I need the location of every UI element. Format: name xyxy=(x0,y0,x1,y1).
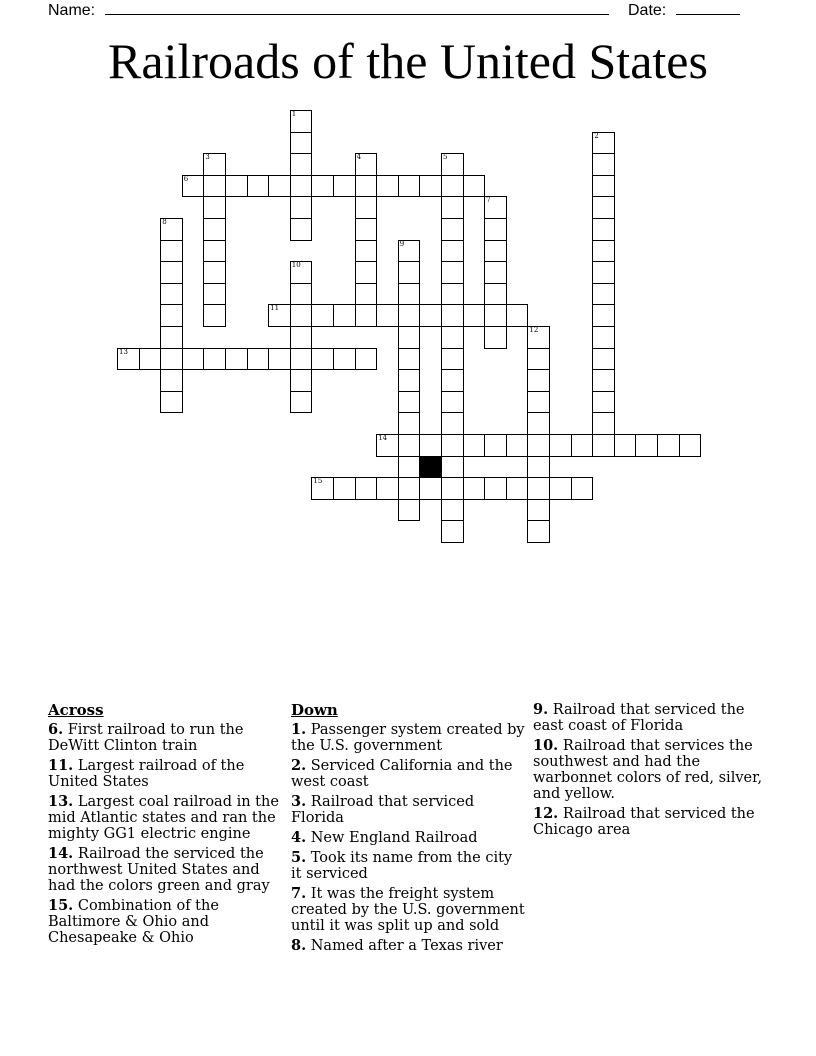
grid-cell[interactable] xyxy=(355,283,378,306)
grid-cell[interactable] xyxy=(398,412,421,435)
clue-num: 5. xyxy=(291,849,307,866)
grid-cell[interactable] xyxy=(592,434,615,457)
grid-cell[interactable] xyxy=(247,348,270,371)
grid-cell[interactable] xyxy=(484,326,507,349)
grid-cell[interactable] xyxy=(419,175,442,198)
grid-cell[interactable] xyxy=(203,283,226,306)
grid-cell[interactable] xyxy=(203,304,226,327)
grid-cell[interactable] xyxy=(290,196,313,219)
grid-cell[interactable] xyxy=(290,326,313,349)
grid-cell[interactable] xyxy=(592,240,615,263)
clue-number: 3 xyxy=(205,153,210,162)
grid-cell[interactable] xyxy=(484,434,507,457)
grid-cell[interactable] xyxy=(355,240,378,263)
clue-num: 1. xyxy=(291,721,307,738)
grid-cell[interactable] xyxy=(527,520,550,543)
clue-item xyxy=(291,830,525,846)
grid-cell[interactable] xyxy=(484,240,507,263)
clue-text: Largest railroad of the United States xyxy=(48,758,245,790)
grid-cell[interactable] xyxy=(225,348,248,371)
grid-cell[interactable] xyxy=(527,456,550,479)
grid-cell[interactable] xyxy=(139,348,162,371)
grid-cell[interactable] xyxy=(571,434,594,457)
grid-cell[interactable] xyxy=(441,196,464,219)
clue-num: 4. xyxy=(291,829,307,846)
grid-cell[interactable] xyxy=(441,499,464,522)
date-label: Date: xyxy=(628,2,667,19)
clue-number: 9 xyxy=(399,239,405,248)
clue-item xyxy=(291,722,525,754)
grid-cell[interactable] xyxy=(441,175,464,198)
grid-cell[interactable] xyxy=(527,326,550,349)
grid-cell[interactable] xyxy=(203,240,226,263)
grid-cell[interactable] xyxy=(333,304,356,327)
grid-cell[interactable] xyxy=(527,369,550,392)
grid-cell[interactable] xyxy=(160,369,183,392)
grid-cell[interactable] xyxy=(290,304,313,327)
grid-cell[interactable] xyxy=(355,477,378,500)
grid-cell[interactable] xyxy=(311,348,334,371)
grid-cell[interactable] xyxy=(527,434,550,457)
grid-cell[interactable] xyxy=(463,175,486,198)
clue-num: 12. xyxy=(533,805,559,822)
grid-cell[interactable] xyxy=(592,348,615,371)
grid-cell[interactable] xyxy=(311,477,334,500)
down-clues xyxy=(291,702,525,958)
clue-number: 14 xyxy=(378,434,388,442)
clue-num: 7. xyxy=(291,885,307,902)
across-heading: Across xyxy=(48,701,104,719)
grid-cell[interactable] xyxy=(355,153,378,176)
grid-cell[interactable] xyxy=(160,283,183,306)
clue-num: 8. xyxy=(291,937,307,954)
clue-item xyxy=(48,794,280,842)
grid-cell[interactable] xyxy=(355,218,378,241)
clue-text: Passenger system created by the U.S. government xyxy=(291,722,525,754)
grid-cell[interactable] xyxy=(290,175,313,198)
grid-cell[interactable] xyxy=(290,218,313,241)
grid-cell[interactable] xyxy=(441,153,464,176)
grid-cell[interactable] xyxy=(463,304,486,327)
grid-cell[interactable] xyxy=(117,348,140,371)
grid-cell[interactable] xyxy=(398,304,421,327)
grid-cell[interactable] xyxy=(614,434,637,457)
grid-cell[interactable] xyxy=(290,391,313,414)
grid-cell[interactable] xyxy=(463,434,486,457)
grid-cell[interactable] xyxy=(398,434,421,457)
grid-cell[interactable] xyxy=(549,477,572,500)
clue-num: 6. xyxy=(48,721,64,738)
grid-cell[interactable] xyxy=(290,348,313,371)
black-cell xyxy=(419,456,442,479)
grid-cell[interactable] xyxy=(506,477,529,500)
clue-num: 9. xyxy=(533,701,549,718)
clue-num: 3. xyxy=(291,793,307,810)
grid-cell[interactable] xyxy=(398,240,421,263)
grid-cell[interactable] xyxy=(203,348,226,371)
grid-cell[interactable] xyxy=(333,348,356,371)
grid-cell[interactable] xyxy=(441,261,464,284)
across-clues xyxy=(48,702,280,950)
grid-cell[interactable] xyxy=(203,218,226,241)
grid-cell[interactable] xyxy=(679,434,702,457)
grid-cell[interactable] xyxy=(592,369,615,392)
clue-item xyxy=(48,758,280,790)
grid-cell[interactable] xyxy=(160,218,183,241)
grid-cell[interactable] xyxy=(484,304,507,327)
grid-cell[interactable] xyxy=(441,283,464,306)
grid-cell[interactable] xyxy=(398,369,421,392)
clue-num: 13. xyxy=(48,793,74,810)
grid-cell[interactable] xyxy=(203,175,226,198)
clue-num: 15. xyxy=(48,897,74,914)
clue-item xyxy=(48,846,280,894)
clue-text: Railroad that serviced the Chicago area xyxy=(533,806,755,838)
grid-cell[interactable] xyxy=(355,175,378,198)
clue-num: 11. xyxy=(48,757,74,774)
grid-cell[interactable] xyxy=(441,326,464,349)
grid-cell[interactable] xyxy=(635,434,658,457)
grid-cell[interactable] xyxy=(592,196,615,219)
grid-cell[interactable] xyxy=(441,304,464,327)
grid-cell[interactable] xyxy=(441,434,464,457)
grid-cell[interactable] xyxy=(290,153,313,176)
grid-cell[interactable] xyxy=(441,348,464,371)
clue-item xyxy=(291,794,525,826)
grid-cell[interactable] xyxy=(419,477,442,500)
clue-item xyxy=(291,850,525,882)
grid-cell[interactable] xyxy=(527,391,550,414)
grid-cell[interactable] xyxy=(657,434,680,457)
grid-cell[interactable] xyxy=(376,304,399,327)
grid-cell[interactable] xyxy=(290,261,313,284)
grid-cell[interactable] xyxy=(247,175,270,198)
grid-cell[interactable] xyxy=(484,218,507,241)
clue-number: 8 xyxy=(162,218,167,226)
grid-cell[interactable] xyxy=(268,175,291,198)
grid-cell[interactable] xyxy=(592,412,615,435)
clue-item xyxy=(291,886,525,934)
grid-cell[interactable] xyxy=(398,499,421,522)
grid-cell[interactable] xyxy=(160,326,183,349)
grid-cell[interactable] xyxy=(592,132,615,155)
grid-cell[interactable] xyxy=(355,196,378,219)
clue-number: 15 xyxy=(313,477,323,486)
clue-text: Largest coal railroad in the mid Atlantic states and ran the mighty GG1 electric engine xyxy=(48,794,279,842)
grid-cell[interactable] xyxy=(290,110,313,133)
name-label: Name: xyxy=(48,2,96,19)
grid-cell[interactable] xyxy=(398,477,421,500)
clue-number: 5 xyxy=(443,153,448,162)
grid-cell[interactable] xyxy=(398,348,421,371)
grid-cell[interactable] xyxy=(549,434,572,457)
grid-cell[interactable] xyxy=(506,304,529,327)
clue-item xyxy=(533,806,769,838)
grid-cell[interactable] xyxy=(527,499,550,522)
grid-cell[interactable] xyxy=(419,304,442,327)
clue-number: 4 xyxy=(356,153,362,162)
grid-cell[interactable] xyxy=(484,261,507,284)
grid-cell[interactable] xyxy=(398,261,421,284)
grid-cell[interactable] xyxy=(333,477,356,500)
clue-text: Railroad that services the southwest and had the warbonnet colors of red, silver, and yellow. xyxy=(533,738,763,802)
grid-cell[interactable] xyxy=(441,240,464,263)
clue-item xyxy=(291,938,525,954)
clue-text: First railroad to run the DeWitt Clinton train xyxy=(48,722,244,754)
down-heading: Down xyxy=(291,701,338,719)
grid-cell[interactable] xyxy=(182,348,205,371)
clue-number: 12 xyxy=(529,326,539,334)
grid-cell[interactable] xyxy=(376,434,399,457)
grid-cell[interactable] xyxy=(441,218,464,241)
clue-text: Serviced California and the west coast xyxy=(291,758,513,790)
grid-cell[interactable] xyxy=(160,261,183,284)
grid-cell[interactable] xyxy=(592,153,615,176)
grid-cell[interactable] xyxy=(398,283,421,306)
clue-number: 2 xyxy=(594,131,599,140)
grid-cell[interactable] xyxy=(160,348,183,371)
grid-cell[interactable] xyxy=(441,391,464,414)
grid-cell[interactable] xyxy=(484,477,507,500)
clue-text: It was the freight system created by the U.S. government until it was split up and sold xyxy=(291,886,525,934)
grid-cell[interactable] xyxy=(592,304,615,327)
clue-number: 7 xyxy=(486,196,491,205)
grid-cell[interactable] xyxy=(268,348,291,371)
page-title: Railroads of the United States xyxy=(108,33,708,89)
grid-cell[interactable] xyxy=(398,456,421,479)
clue-number: 13 xyxy=(119,347,128,356)
grid-cell[interactable] xyxy=(592,175,615,198)
grid-cell[interactable] xyxy=(527,412,550,435)
grid-cell[interactable] xyxy=(290,132,313,155)
grid-cell[interactable] xyxy=(571,477,594,500)
grid-cell[interactable] xyxy=(203,153,226,176)
grid-cell[interactable] xyxy=(355,348,378,371)
grid-cell[interactable] xyxy=(376,477,399,500)
clue-item xyxy=(291,758,525,790)
clue-num: 14. xyxy=(48,845,74,862)
grid-cell[interactable] xyxy=(441,412,464,435)
grid-cell[interactable] xyxy=(592,218,615,241)
grid-cell[interactable] xyxy=(160,304,183,327)
grid-cell[interactable] xyxy=(463,477,486,500)
clue-item xyxy=(533,702,769,734)
clue-text: Railroad that serviced Florida xyxy=(291,794,475,826)
grid-cell[interactable] xyxy=(268,304,291,327)
grid-cell[interactable] xyxy=(419,434,442,457)
clue-number: 6 xyxy=(183,174,189,183)
clue-text: Railroad that serviced the east coast of Florida xyxy=(533,702,745,734)
grid-cell[interactable] xyxy=(506,434,529,457)
grid-cell[interactable] xyxy=(441,456,464,479)
clue-number: 1 xyxy=(291,110,297,118)
grid-cell[interactable] xyxy=(484,196,507,219)
clue-text: Combination of the Baltimore & Ohio and Chesapeake & Ohio xyxy=(48,898,219,946)
grid-cell[interactable] xyxy=(355,304,378,327)
grid-cell[interactable] xyxy=(225,175,248,198)
grid-cell[interactable] xyxy=(290,283,313,306)
clue-text: Took its name from the city it serviced xyxy=(291,850,513,882)
grid-cell[interactable] xyxy=(527,348,550,371)
grid-cell[interactable] xyxy=(160,240,183,263)
grid-cell[interactable] xyxy=(441,477,464,500)
clue-number: 11 xyxy=(270,304,280,313)
clue-item xyxy=(48,722,280,754)
grid-cell[interactable] xyxy=(160,391,183,414)
clue-num: 2. xyxy=(291,757,307,774)
clue-item xyxy=(533,738,769,802)
grid-cell[interactable] xyxy=(398,326,421,349)
clue-text: Named after a Texas river xyxy=(306,938,503,954)
grid-cell[interactable] xyxy=(203,196,226,219)
clue-item xyxy=(48,898,280,946)
grid-cell[interactable] xyxy=(527,477,550,500)
clue-number: 10 xyxy=(291,261,301,270)
clue-num: 10. xyxy=(533,737,559,754)
grid-cell[interactable] xyxy=(398,175,421,198)
grid-cell[interactable] xyxy=(592,326,615,349)
grid-cell[interactable] xyxy=(592,283,615,306)
grid-cell[interactable] xyxy=(203,261,226,284)
grid-cell[interactable] xyxy=(311,175,334,198)
grid-cell[interactable] xyxy=(376,175,399,198)
grid-cell[interactable] xyxy=(182,175,205,198)
grid-cell[interactable] xyxy=(290,369,313,392)
grid-cell[interactable] xyxy=(441,520,464,543)
grid-cell[interactable] xyxy=(441,369,464,392)
clue-text: Railroad the serviced the northwest United States and had the colors green and gray xyxy=(48,846,270,894)
grid-cell[interactable] xyxy=(484,283,507,306)
grid-cell[interactable] xyxy=(592,261,615,284)
grid-cell[interactable] xyxy=(398,391,421,414)
clue-text: New England Railroad xyxy=(306,830,478,846)
grid-cell[interactable] xyxy=(333,175,356,198)
down-clues-continued xyxy=(533,702,769,842)
grid-cell[interactable] xyxy=(592,391,615,414)
grid-cell[interactable] xyxy=(311,304,334,327)
grid-cell[interactable] xyxy=(355,261,378,284)
